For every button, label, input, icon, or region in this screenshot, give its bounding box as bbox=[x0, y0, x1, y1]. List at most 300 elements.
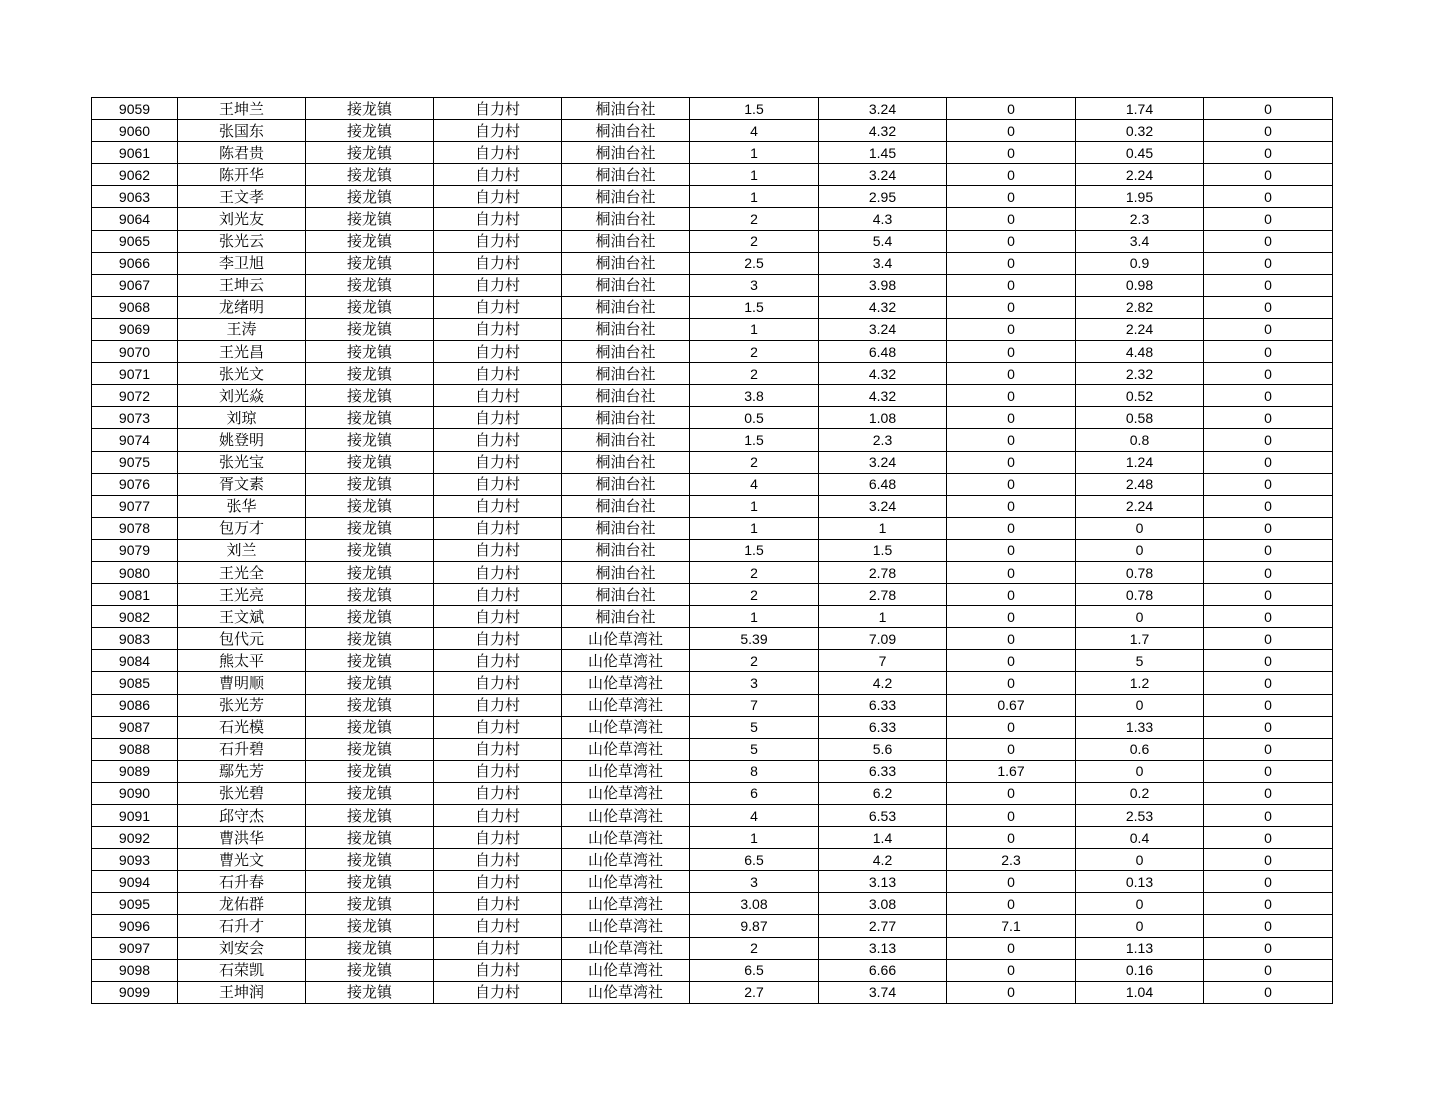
table-row bbox=[92, 363, 1333, 385]
group-cell: 山伦草湾社 bbox=[562, 716, 690, 738]
value-e-cell: 0 bbox=[1204, 341, 1333, 363]
value-d-cell: 0 bbox=[1076, 849, 1204, 871]
value-e-cell: 0 bbox=[1204, 959, 1333, 981]
group-cell: 山伦草湾社 bbox=[562, 738, 690, 760]
value-a-cell: 4 bbox=[690, 120, 819, 142]
group-cell: 山伦草湾社 bbox=[562, 959, 690, 981]
value-a-cell: 4 bbox=[690, 473, 819, 495]
name-cell: 王光昌 bbox=[178, 341, 306, 363]
value-d-cell: 1.74 bbox=[1076, 98, 1204, 120]
value-d-cell: 4.48 bbox=[1076, 341, 1204, 363]
value-c-cell: 1.67 bbox=[947, 760, 1076, 782]
value-e-cell: 0 bbox=[1204, 893, 1333, 915]
name-cell: 王文斌 bbox=[178, 606, 306, 628]
value-e-cell: 0 bbox=[1204, 539, 1333, 561]
town-cell: 接龙镇 bbox=[306, 385, 434, 407]
value-b-cell: 4.2 bbox=[819, 672, 947, 694]
group-cell: 桐油台社 bbox=[562, 164, 690, 186]
name-cell: 王坤云 bbox=[178, 274, 306, 296]
table-row bbox=[92, 296, 1333, 318]
name-cell: 石光模 bbox=[178, 716, 306, 738]
group-cell: 桐油台社 bbox=[562, 274, 690, 296]
name-cell: 张光芳 bbox=[178, 694, 306, 716]
value-b-cell: 6.2 bbox=[819, 782, 947, 804]
value-a-cell: 1.5 bbox=[690, 539, 819, 561]
id-cell: 9085 bbox=[92, 672, 178, 694]
name-cell: 李卫旭 bbox=[178, 252, 306, 274]
village-cell: 自力村 bbox=[434, 672, 562, 694]
town-cell: 接龙镇 bbox=[306, 915, 434, 937]
name-cell: 王坤润 bbox=[178, 981, 306, 1003]
table-row bbox=[92, 341, 1333, 363]
table-row bbox=[92, 959, 1333, 981]
town-cell: 接龙镇 bbox=[306, 782, 434, 804]
value-b-cell: 1 bbox=[819, 606, 947, 628]
value-a-cell: 6 bbox=[690, 782, 819, 804]
name-cell: 曹光文 bbox=[178, 849, 306, 871]
value-a-cell: 3 bbox=[690, 871, 819, 893]
value-b-cell: 3.24 bbox=[819, 98, 947, 120]
value-d-cell: 0.13 bbox=[1076, 871, 1204, 893]
town-cell: 接龙镇 bbox=[306, 296, 434, 318]
town-cell: 接龙镇 bbox=[306, 252, 434, 274]
value-a-cell: 2.7 bbox=[690, 981, 819, 1003]
value-a-cell: 2 bbox=[690, 561, 819, 583]
value-e-cell: 0 bbox=[1204, 120, 1333, 142]
table-row bbox=[92, 871, 1333, 893]
group-cell: 桐油台社 bbox=[562, 252, 690, 274]
value-a-cell: 3.08 bbox=[690, 893, 819, 915]
village-cell: 自力村 bbox=[434, 959, 562, 981]
value-a-cell: 2 bbox=[690, 363, 819, 385]
town-cell: 接龙镇 bbox=[306, 429, 434, 451]
value-a-cell: 3.8 bbox=[690, 385, 819, 407]
group-cell: 桐油台社 bbox=[562, 142, 690, 164]
value-d-cell: 0 bbox=[1076, 915, 1204, 937]
town-cell: 接龙镇 bbox=[306, 407, 434, 429]
village-cell: 自力村 bbox=[434, 363, 562, 385]
group-cell: 山伦草湾社 bbox=[562, 981, 690, 1003]
value-c-cell: 0 bbox=[947, 827, 1076, 849]
value-b-cell: 3.4 bbox=[819, 252, 947, 274]
name-cell: 石升春 bbox=[178, 871, 306, 893]
id-cell: 9089 bbox=[92, 760, 178, 782]
town-cell: 接龙镇 bbox=[306, 760, 434, 782]
table-row bbox=[92, 208, 1333, 230]
id-cell: 9082 bbox=[92, 606, 178, 628]
village-cell: 自力村 bbox=[434, 230, 562, 252]
value-b-cell: 4.32 bbox=[819, 296, 947, 318]
value-e-cell: 0 bbox=[1204, 760, 1333, 782]
name-cell: 张华 bbox=[178, 495, 306, 517]
name-cell: 包万才 bbox=[178, 517, 306, 539]
value-d-cell: 0.6 bbox=[1076, 738, 1204, 760]
table-row bbox=[92, 606, 1333, 628]
group-cell: 山伦草湾社 bbox=[562, 937, 690, 959]
value-a-cell: 1 bbox=[690, 186, 819, 208]
name-cell: 张光云 bbox=[178, 230, 306, 252]
town-cell: 接龙镇 bbox=[306, 628, 434, 650]
name-cell: 熊太平 bbox=[178, 650, 306, 672]
table-row bbox=[92, 981, 1333, 1003]
town-cell: 接龙镇 bbox=[306, 98, 434, 120]
value-b-cell: 6.48 bbox=[819, 473, 947, 495]
group-cell: 山伦草湾社 bbox=[562, 849, 690, 871]
table-row bbox=[92, 142, 1333, 164]
value-d-cell: 0 bbox=[1076, 539, 1204, 561]
town-cell: 接龙镇 bbox=[306, 672, 434, 694]
value-a-cell: 1.5 bbox=[690, 98, 819, 120]
value-e-cell: 0 bbox=[1204, 429, 1333, 451]
name-cell: 陈君贵 bbox=[178, 142, 306, 164]
value-b-cell: 6.33 bbox=[819, 716, 947, 738]
value-a-cell: 3 bbox=[690, 274, 819, 296]
id-cell: 9093 bbox=[92, 849, 178, 871]
value-e-cell: 0 bbox=[1204, 827, 1333, 849]
group-cell: 山伦草湾社 bbox=[562, 805, 690, 827]
value-a-cell: 1 bbox=[690, 142, 819, 164]
group-cell: 桐油台社 bbox=[562, 98, 690, 120]
village-cell: 自力村 bbox=[434, 937, 562, 959]
value-a-cell: 6.5 bbox=[690, 959, 819, 981]
village-cell: 自力村 bbox=[434, 915, 562, 937]
value-d-cell: 0.2 bbox=[1076, 782, 1204, 804]
value-e-cell: 0 bbox=[1204, 252, 1333, 274]
value-d-cell: 2.24 bbox=[1076, 164, 1204, 186]
value-c-cell: 0 bbox=[947, 628, 1076, 650]
village-cell: 自力村 bbox=[434, 893, 562, 915]
village-cell: 自力村 bbox=[434, 628, 562, 650]
id-cell: 9086 bbox=[92, 694, 178, 716]
value-c-cell: 0 bbox=[947, 782, 1076, 804]
value-d-cell: 1.7 bbox=[1076, 628, 1204, 650]
table-row bbox=[92, 517, 1333, 539]
value-d-cell: 0 bbox=[1076, 760, 1204, 782]
id-cell: 9087 bbox=[92, 716, 178, 738]
table-body bbox=[92, 98, 1333, 1004]
value-c-cell: 0 bbox=[947, 142, 1076, 164]
id-cell: 9091 bbox=[92, 805, 178, 827]
group-cell: 山伦草湾社 bbox=[562, 694, 690, 716]
value-a-cell: 1.5 bbox=[690, 296, 819, 318]
table-row bbox=[92, 451, 1333, 473]
name-cell: 王坤兰 bbox=[178, 98, 306, 120]
table-row bbox=[92, 849, 1333, 871]
table-row bbox=[92, 628, 1333, 650]
value-b-cell: 3.13 bbox=[819, 937, 947, 959]
value-e-cell: 0 bbox=[1204, 937, 1333, 959]
value-e-cell: 0 bbox=[1204, 517, 1333, 539]
id-cell: 9066 bbox=[92, 252, 178, 274]
village-cell: 自力村 bbox=[434, 517, 562, 539]
value-e-cell: 0 bbox=[1204, 672, 1333, 694]
value-b-cell: 4.32 bbox=[819, 363, 947, 385]
group-cell: 桐油台社 bbox=[562, 495, 690, 517]
table-row bbox=[92, 672, 1333, 694]
value-e-cell: 0 bbox=[1204, 164, 1333, 186]
value-c-cell: 2.3 bbox=[947, 849, 1076, 871]
value-c-cell: 0 bbox=[947, 230, 1076, 252]
value-a-cell: 1 bbox=[690, 606, 819, 628]
value-a-cell: 2 bbox=[690, 937, 819, 959]
value-e-cell: 0 bbox=[1204, 495, 1333, 517]
name-cell: 胥文素 bbox=[178, 473, 306, 495]
id-cell: 9059 bbox=[92, 98, 178, 120]
town-cell: 接龙镇 bbox=[306, 937, 434, 959]
value-a-cell: 5.39 bbox=[690, 628, 819, 650]
value-d-cell: 0.8 bbox=[1076, 429, 1204, 451]
town-cell: 接龙镇 bbox=[306, 805, 434, 827]
id-cell: 9083 bbox=[92, 628, 178, 650]
group-cell: 山伦草湾社 bbox=[562, 628, 690, 650]
id-cell: 9061 bbox=[92, 142, 178, 164]
name-cell: 龙佑群 bbox=[178, 893, 306, 915]
value-d-cell: 5 bbox=[1076, 650, 1204, 672]
village-cell: 自力村 bbox=[434, 407, 562, 429]
group-cell: 桐油台社 bbox=[562, 606, 690, 628]
table-row bbox=[92, 407, 1333, 429]
group-cell: 山伦草湾社 bbox=[562, 871, 690, 893]
town-cell: 接龙镇 bbox=[306, 539, 434, 561]
id-cell: 9073 bbox=[92, 407, 178, 429]
value-e-cell: 0 bbox=[1204, 849, 1333, 871]
value-b-cell: 2.77 bbox=[819, 915, 947, 937]
value-a-cell: 4 bbox=[690, 805, 819, 827]
value-d-cell: 0 bbox=[1076, 893, 1204, 915]
id-cell: 9094 bbox=[92, 871, 178, 893]
value-d-cell: 0 bbox=[1076, 517, 1204, 539]
village-cell: 自力村 bbox=[434, 274, 562, 296]
value-e-cell: 0 bbox=[1204, 694, 1333, 716]
value-c-cell: 0 bbox=[947, 981, 1076, 1003]
group-cell: 桐油台社 bbox=[562, 363, 690, 385]
group-cell: 山伦草湾社 bbox=[562, 650, 690, 672]
name-cell: 邱守杰 bbox=[178, 805, 306, 827]
town-cell: 接龙镇 bbox=[306, 473, 434, 495]
value-c-cell: 0 bbox=[947, 451, 1076, 473]
value-a-cell: 2 bbox=[690, 208, 819, 230]
town-cell: 接龙镇 bbox=[306, 959, 434, 981]
value-d-cell: 0.58 bbox=[1076, 407, 1204, 429]
value-b-cell: 6.53 bbox=[819, 805, 947, 827]
village-cell: 自力村 bbox=[434, 186, 562, 208]
town-cell: 接龙镇 bbox=[306, 738, 434, 760]
value-b-cell: 1.4 bbox=[819, 827, 947, 849]
group-cell: 桐油台社 bbox=[562, 230, 690, 252]
value-b-cell: 1.5 bbox=[819, 539, 947, 561]
value-d-cell: 2.48 bbox=[1076, 473, 1204, 495]
value-c-cell: 0 bbox=[947, 385, 1076, 407]
table-row bbox=[92, 561, 1333, 583]
table-row bbox=[92, 827, 1333, 849]
id-cell: 9080 bbox=[92, 561, 178, 583]
table-row bbox=[92, 98, 1333, 120]
value-d-cell: 2.24 bbox=[1076, 495, 1204, 517]
group-cell: 桐油台社 bbox=[562, 473, 690, 495]
table-row bbox=[92, 230, 1333, 252]
value-b-cell: 6.66 bbox=[819, 959, 947, 981]
value-b-cell: 4.32 bbox=[819, 120, 947, 142]
group-cell: 桐油台社 bbox=[562, 451, 690, 473]
group-cell: 桐油台社 bbox=[562, 208, 690, 230]
name-cell: 姚登明 bbox=[178, 429, 306, 451]
value-d-cell: 2.24 bbox=[1076, 318, 1204, 340]
table-row bbox=[92, 164, 1333, 186]
value-c-cell: 0 bbox=[947, 120, 1076, 142]
value-a-cell: 8 bbox=[690, 760, 819, 782]
id-cell: 9071 bbox=[92, 363, 178, 385]
name-cell: 张光宝 bbox=[178, 451, 306, 473]
value-b-cell: 2.95 bbox=[819, 186, 947, 208]
value-c-cell: 0 bbox=[947, 606, 1076, 628]
value-d-cell: 2.32 bbox=[1076, 363, 1204, 385]
village-cell: 自力村 bbox=[434, 296, 562, 318]
value-e-cell: 0 bbox=[1204, 584, 1333, 606]
village-cell: 自力村 bbox=[434, 385, 562, 407]
value-d-cell: 2.3 bbox=[1076, 208, 1204, 230]
value-e-cell: 0 bbox=[1204, 318, 1333, 340]
value-d-cell: 1.33 bbox=[1076, 716, 1204, 738]
id-cell: 9064 bbox=[92, 208, 178, 230]
town-cell: 接龙镇 bbox=[306, 495, 434, 517]
table-row bbox=[92, 274, 1333, 296]
value-d-cell: 2.53 bbox=[1076, 805, 1204, 827]
id-cell: 9095 bbox=[92, 893, 178, 915]
value-e-cell: 0 bbox=[1204, 363, 1333, 385]
id-cell: 9084 bbox=[92, 650, 178, 672]
id-cell: 9070 bbox=[92, 341, 178, 363]
name-cell: 王文孝 bbox=[178, 186, 306, 208]
value-b-cell: 7.09 bbox=[819, 628, 947, 650]
value-a-cell: 2.5 bbox=[690, 252, 819, 274]
town-cell: 接龙镇 bbox=[306, 694, 434, 716]
value-d-cell: 0.52 bbox=[1076, 385, 1204, 407]
village-cell: 自力村 bbox=[434, 120, 562, 142]
value-b-cell: 6.33 bbox=[819, 694, 947, 716]
name-cell: 曹明顺 bbox=[178, 672, 306, 694]
id-cell: 9098 bbox=[92, 959, 178, 981]
value-e-cell: 0 bbox=[1204, 628, 1333, 650]
name-cell: 包代元 bbox=[178, 628, 306, 650]
value-d-cell: 0.4 bbox=[1076, 827, 1204, 849]
value-c-cell: 0 bbox=[947, 407, 1076, 429]
value-b-cell: 1 bbox=[819, 517, 947, 539]
table-row bbox=[92, 429, 1333, 451]
village-cell: 自力村 bbox=[434, 805, 562, 827]
value-d-cell: 0 bbox=[1076, 694, 1204, 716]
value-a-cell: 6.5 bbox=[690, 849, 819, 871]
name-cell: 王光亮 bbox=[178, 584, 306, 606]
table-row bbox=[92, 937, 1333, 959]
village-cell: 自力村 bbox=[434, 760, 562, 782]
id-cell: 9068 bbox=[92, 296, 178, 318]
value-b-cell: 3.24 bbox=[819, 318, 947, 340]
id-cell: 9097 bbox=[92, 937, 178, 959]
town-cell: 接龙镇 bbox=[306, 208, 434, 230]
id-cell: 9074 bbox=[92, 429, 178, 451]
group-cell: 桐油台社 bbox=[562, 296, 690, 318]
id-cell: 9060 bbox=[92, 120, 178, 142]
id-cell: 9078 bbox=[92, 517, 178, 539]
value-e-cell: 0 bbox=[1204, 208, 1333, 230]
value-d-cell: 0.78 bbox=[1076, 584, 1204, 606]
value-d-cell: 3.4 bbox=[1076, 230, 1204, 252]
value-a-cell: 3 bbox=[690, 672, 819, 694]
group-cell: 桐油台社 bbox=[562, 318, 690, 340]
group-cell: 山伦草湾社 bbox=[562, 760, 690, 782]
value-b-cell: 6.33 bbox=[819, 760, 947, 782]
value-c-cell: 0 bbox=[947, 871, 1076, 893]
value-c-cell: 0 bbox=[947, 561, 1076, 583]
town-cell: 接龙镇 bbox=[306, 716, 434, 738]
value-c-cell: 0 bbox=[947, 164, 1076, 186]
value-a-cell: 1 bbox=[690, 827, 819, 849]
name-cell: 王光全 bbox=[178, 561, 306, 583]
id-cell: 9072 bbox=[92, 385, 178, 407]
group-cell: 桐油台社 bbox=[562, 539, 690, 561]
value-e-cell: 0 bbox=[1204, 385, 1333, 407]
value-e-cell: 0 bbox=[1204, 98, 1333, 120]
town-cell: 接龙镇 bbox=[306, 363, 434, 385]
name-cell: 王涛 bbox=[178, 318, 306, 340]
village-cell: 自力村 bbox=[434, 650, 562, 672]
value-b-cell: 2.78 bbox=[819, 584, 947, 606]
value-e-cell: 0 bbox=[1204, 561, 1333, 583]
value-c-cell: 0 bbox=[947, 539, 1076, 561]
village-cell: 自力村 bbox=[434, 252, 562, 274]
table-row bbox=[92, 915, 1333, 937]
town-cell: 接龙镇 bbox=[306, 650, 434, 672]
value-b-cell: 3.24 bbox=[819, 495, 947, 517]
value-b-cell: 3.13 bbox=[819, 871, 947, 893]
town-cell: 接龙镇 bbox=[306, 341, 434, 363]
id-cell: 9067 bbox=[92, 274, 178, 296]
value-a-cell: 1 bbox=[690, 318, 819, 340]
town-cell: 接龙镇 bbox=[306, 584, 434, 606]
table-row bbox=[92, 694, 1333, 716]
value-b-cell: 4.3 bbox=[819, 208, 947, 230]
town-cell: 接龙镇 bbox=[306, 120, 434, 142]
value-c-cell: 0 bbox=[947, 650, 1076, 672]
value-a-cell: 1 bbox=[690, 164, 819, 186]
name-cell: 龙绪明 bbox=[178, 296, 306, 318]
value-c-cell: 0 bbox=[947, 584, 1076, 606]
name-cell: 鄢先芳 bbox=[178, 760, 306, 782]
value-b-cell: 3.08 bbox=[819, 893, 947, 915]
id-cell: 9063 bbox=[92, 186, 178, 208]
value-e-cell: 0 bbox=[1204, 782, 1333, 804]
value-b-cell: 3.98 bbox=[819, 274, 947, 296]
value-a-cell: 5 bbox=[690, 716, 819, 738]
value-d-cell: 1.04 bbox=[1076, 981, 1204, 1003]
value-a-cell: 2 bbox=[690, 230, 819, 252]
group-cell: 山伦草湾社 bbox=[562, 782, 690, 804]
table-row bbox=[92, 650, 1333, 672]
table-row bbox=[92, 893, 1333, 915]
value-e-cell: 0 bbox=[1204, 871, 1333, 893]
table-row bbox=[92, 120, 1333, 142]
table-row bbox=[92, 738, 1333, 760]
value-e-cell: 0 bbox=[1204, 186, 1333, 208]
town-cell: 接龙镇 bbox=[306, 606, 434, 628]
village-cell: 自力村 bbox=[434, 694, 562, 716]
name-cell: 张光碧 bbox=[178, 782, 306, 804]
value-c-cell: 0 bbox=[947, 208, 1076, 230]
value-c-cell: 7.1 bbox=[947, 915, 1076, 937]
village-cell: 自力村 bbox=[434, 782, 562, 804]
value-b-cell: 1.45 bbox=[819, 142, 947, 164]
value-e-cell: 0 bbox=[1204, 915, 1333, 937]
